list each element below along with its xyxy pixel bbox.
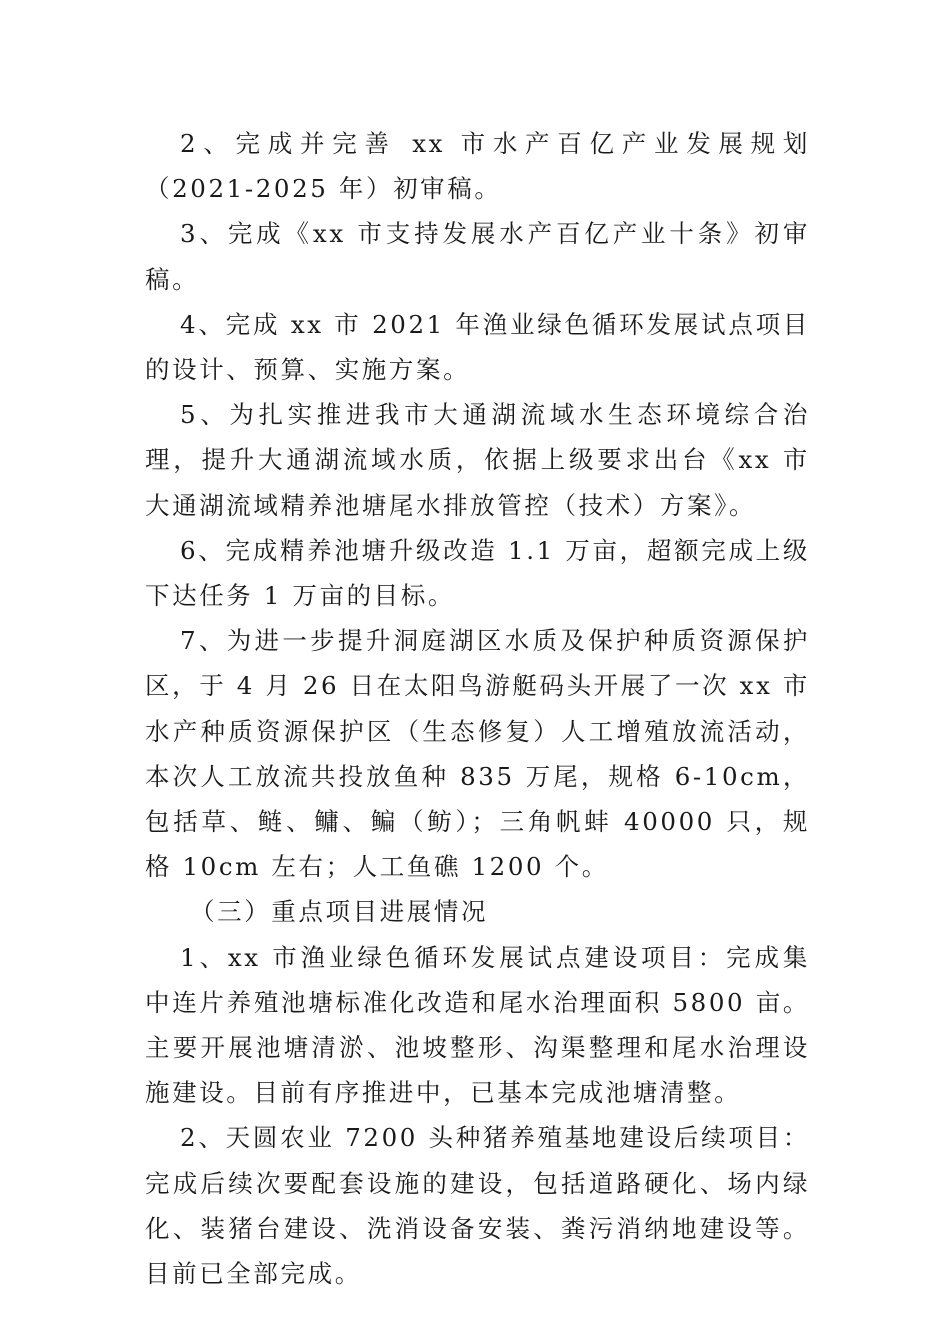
document-body	[145, 121, 810, 1296]
section-heading: （三）重点项目进展情况	[190, 897, 489, 927]
project-paragraph-1: 1、xx 市渔业绿色循环发展试点建设项目：完成集中连片养殖池塘标准化改造和尾水治理面积 5800 亩。主要开展池塘清淤、池坡整形、沟渠整理和尾水治理设施建设。目前有序推进中，已基本完成池塘清整。	[145, 942, 810, 1108]
paragraph-item-6: 6、完成精养池塘升级改造 1.1 万亩，超额完成上级下达任务 1 万亩的目标。	[145, 535, 810, 611]
paragraph-item-4: 4、完成 xx 市 2021 年渔业绿色循环发展试点项目的设计、预算、实施方案。	[145, 309, 810, 385]
paragraph-item-5: 5、为扎实推进我市大通湖流域水生态环境综合治理，提升大通湖流域水质，依据上级要求出台《xx 市大通湖流域精养池塘尾水排放管控（技术）方案》。	[145, 400, 810, 520]
paragraph-item-2: 2、完成并完善 xx 市水产百亿产业发展规划（2021-2025 年）初审稿。	[145, 129, 810, 204]
paragraph-item-7: 7、为进一步提升洞庭湖区水质及保护种质资源保护区，于 4 月 26 日在太阳鸟游艇码头开展了一次 xx 市水产种质资源保护区（生态修复）人工增殖放流活动，本次人工放流共投放鱼种 835 万尾，规格 6-10cm，包括草、鲢、鳙、鳊（鲂）；三角帆蚌 40000 只，规格 10cm 左右；人工鱼礁 1200 个。	[145, 626, 810, 882]
paragraph-item-3: 3、完成《xx 市支持发展水产百亿产业十条》初审稿。	[145, 219, 810, 294]
project-paragraph-2: 2、天圆农业 7200 头种猪养殖基地建设后续项目：完成后续次要配套设施的建设，包括道路硬化、场内绿化、装猪台建设、洗消设备安装、粪污消纳地建设等。目前已全部完成。	[145, 1123, 810, 1289]
